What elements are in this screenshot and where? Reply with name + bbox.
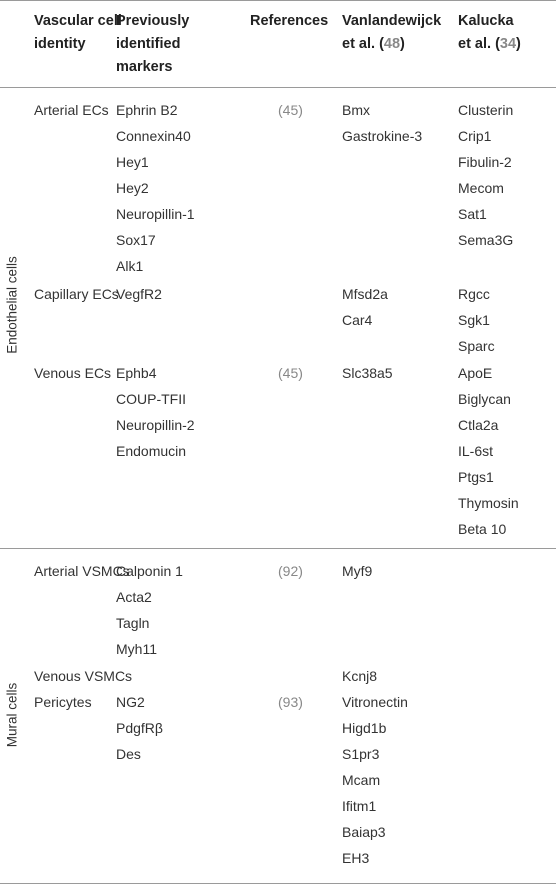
cell-previous-markers [116,689,163,767]
marker-item: Acta2 [116,589,152,605]
marker-item: ApoE [458,365,493,381]
marker-item: Clusterin [458,102,514,118]
header-vanlandewijck [342,10,441,56]
marker-item: Biglycan [458,391,511,407]
header-previous-line: identified [116,36,181,52]
marker-item: Mecom [458,180,504,196]
header-rule [0,87,556,88]
marker-item: Myh11 [116,641,157,657]
cell-vanlandewijck [342,663,377,689]
header-vanlandewijck-suffix: ) [400,36,405,52]
cell-kalucka [458,360,519,542]
cell-text: Arterial ECs [34,102,109,118]
marker-item: Car4 [342,312,373,328]
header-references [250,10,328,33]
cell-previous-markers [116,360,195,464]
marker-item: Mcam [342,772,381,788]
cell-identity [34,281,119,307]
marker-item: IL-6st [458,443,494,459]
marker-item: Bmx [342,102,370,118]
marker-item: Ctla2a [458,417,499,433]
marker-item: Ephrin B2 [116,102,178,118]
cell-references [278,360,303,386]
cell-kalucka [458,281,495,359]
cell-previous-markers [116,281,162,307]
header-identity-line: Vascular cell [34,13,122,29]
marker-item: Endomucin [116,443,187,459]
cell-references [278,689,303,715]
header-previously-identified-markers [116,10,189,79]
header-previous-line: Previously [116,13,190,29]
marker-item: Sox17 [116,232,156,248]
cell-identity [34,360,111,386]
marker-item: Des [116,746,141,762]
marker-item: Beta 10 [458,521,507,537]
marker-item: Sgk1 [458,312,490,328]
marker-item: Neuropillin-2 [116,417,195,433]
header-kalucka-prefix: et al. ( [458,36,500,52]
marker-item: Sat1 [458,206,487,222]
marker-item: Myf9 [342,563,373,579]
cell-text: Venous VSMCs [34,668,133,684]
marker-item: Thymosin [458,495,519,511]
header-vanlandewijck-line2 [342,33,441,56]
marker-item: Higd1b [342,720,387,736]
marker-item: VegfR2 [116,286,162,302]
cell-vanlandewijck [342,360,393,386]
marker-item: Sparc [458,338,495,354]
cell-identity [34,689,92,715]
reference-link-34[interactable]: 34 [499,36,517,52]
marker-item: Connexin40 [116,128,191,144]
marker-item: Slc38a5 [342,365,393,381]
marker-item: Hey1 [116,154,149,170]
marker-item: Vitronectin [342,694,408,710]
marker-item: Sema3G [458,232,514,248]
marker-item: Fibulin-2 [458,154,512,170]
group-label-mural-cells: Mural cells [4,682,20,748]
header-kalucka-line2 [458,33,521,56]
cell-kalucka [458,97,513,253]
marker-item: Neuropillin-1 [116,206,195,222]
header-vanlandewijck-line1: Vanlandewijck [342,13,442,29]
cell-previous-markers [116,97,195,279]
reference-link-48[interactable]: 48 [383,36,401,52]
cell-vanlandewijck [342,281,388,333]
group-separator-rule [0,548,556,549]
header-previous-line: markers [116,59,173,75]
reference-link[interactable]: (45) [278,102,303,118]
marker-item: COUP-TFII [116,391,186,407]
marker-item: Mfsd2a [342,286,388,302]
marker-item: Rgcc [458,286,490,302]
group-label-endothelial-cells: Endothelial cells [4,256,20,354]
marker-item: PdgfRβ [116,720,163,736]
marker-item: Crip1 [458,128,492,144]
reference-link[interactable]: (45) [278,365,303,381]
header-kalucka [458,10,521,56]
cell-identity [34,663,132,689]
reference-link[interactable]: (93) [278,694,303,710]
marker-item: Ptgs1 [458,469,494,485]
marker-item: Ifitm1 [342,798,377,814]
header-kalucka-suffix: ) [516,36,521,52]
marker-item: Kcnj8 [342,668,378,684]
header-identity-line: identity [34,36,86,52]
cell-previous-markers [116,558,183,662]
marker-item: Baiap3 [342,824,386,840]
marker-item: Ephb4 [116,365,157,381]
header-references-text: References [250,13,329,29]
cell-text: Arterial VSMCs [34,563,130,579]
reference-link[interactable]: (92) [278,563,303,579]
header-kalucka-line1: Kalucka [458,13,514,29]
marker-item: S1pr3 [342,746,380,762]
cell-text: Pericytes [34,694,92,710]
marker-item: Tagln [116,615,150,631]
cell-references [278,558,303,584]
bottom-rule [0,883,556,884]
marker-item: Gastrokine-3 [342,128,423,144]
cell-text: Venous ECs [34,365,112,381]
cell-vanlandewijck [342,689,408,871]
marker-item: NG2 [116,694,145,710]
cell-text: Capillary ECs [34,286,119,302]
header-vanlandewijck-prefix: et al. ( [342,36,384,52]
marker-item: Hey2 [116,180,149,196]
cell-references [278,97,303,123]
cell-identity [34,97,109,123]
header-vascular-cell-identity [34,10,122,56]
marker-item: Alk1 [116,258,144,274]
cell-vanlandewijck [342,558,372,584]
top-rule [0,0,556,1]
marker-item: EH3 [342,850,370,866]
cell-vanlandewijck [342,97,422,149]
marker-item: Calponin 1 [116,563,183,579]
